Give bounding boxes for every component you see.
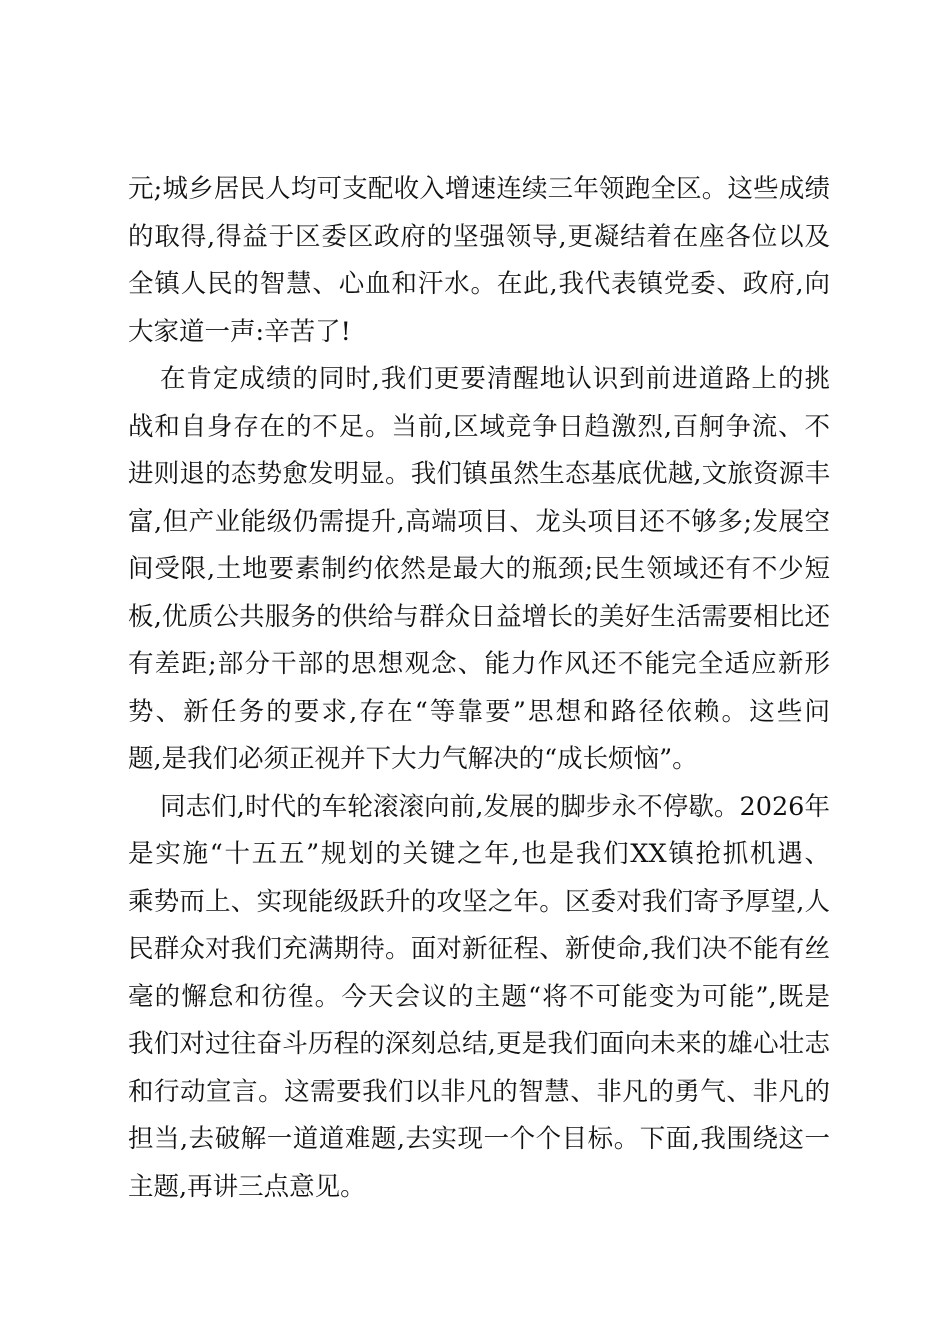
text-line: 进则退的态势愈发明显。我们镇虽然生态基底优越,文旅资源丰 xyxy=(128,459,830,489)
text-line: 板,优质公共服务的供给与群众日益增长的美好生活需要相比还 xyxy=(128,601,830,632)
paragraph-1 xyxy=(128,166,830,356)
text-line: 题,是我们必须正视并下大力气解决的“成长烦恼”。 xyxy=(128,744,698,774)
text-line: 在肯定成绩的同时,我们更要清醒地认识到前进道路上的挑 xyxy=(160,364,830,394)
text-line: 的取得,得益于区委区政府的坚强领导,更凝结着在座各位以及 xyxy=(128,221,830,252)
paragraph-2 xyxy=(128,356,830,784)
text-line: 担当,去破解一道道难题,去实现一个个目标。下面,我围绕这一 xyxy=(128,1124,830,1154)
text-line: 同志们,时代的车轮滚滚向前,发展的脚步永不停歇。2026年 xyxy=(160,791,830,822)
text-line: 大家道一声:辛苦了! xyxy=(128,316,351,347)
text-line: 全镇人民的智慧、心血和汗水。在此,我代表镇党委、政府,向 xyxy=(128,269,830,299)
text-line: 战和自身存在的不足。当前,区域竞争日趋激烈,百舸争流、不 xyxy=(128,411,830,442)
text-line: 有差距;部分干部的思想观念、能力作风还不能完全适应新形 xyxy=(128,649,830,679)
text-line: 是实施“十五五”规划的关键之年,也是我们XX镇抢抓机遇、 xyxy=(128,839,830,869)
text-line: 毫的懈怠和彷徨。今天会议的主题“将不可能变为可能”,既是 xyxy=(128,981,830,1012)
text-line: 乘势而上、实现能级跃升的攻坚之年。区委对我们寄予厚望,人 xyxy=(128,886,830,917)
text-line: 势、新任务的要求,存在“等靠要”思想和路径依赖。这些问 xyxy=(128,696,830,727)
text-line: 和行动宣言。这需要我们以非凡的智慧、非凡的勇气、非凡的 xyxy=(128,1076,830,1107)
text-line: 民群众对我们充满期待。面对新征程、新使命,我们决不能有丝 xyxy=(128,934,830,964)
text-line: 富,但产业能级仍需提升,高端项目、龙头项目还不够多;发展空 xyxy=(128,506,830,537)
text-line: 我们对过往奋斗历程的深刻总结,更是我们面向未来的雄心壮志 xyxy=(128,1029,830,1059)
document-page xyxy=(128,166,830,1211)
text-line: 主题,再讲三点意见。 xyxy=(128,1171,366,1202)
text-line: 间受限,土地要素制约依然是最大的瓶颈;民生领域还有不少短 xyxy=(128,554,830,584)
text-line: 元;城乡居民人均可支配收入增速连续三年领跑全区。这些成绩 xyxy=(128,174,830,204)
paragraph-3 xyxy=(128,784,830,1212)
